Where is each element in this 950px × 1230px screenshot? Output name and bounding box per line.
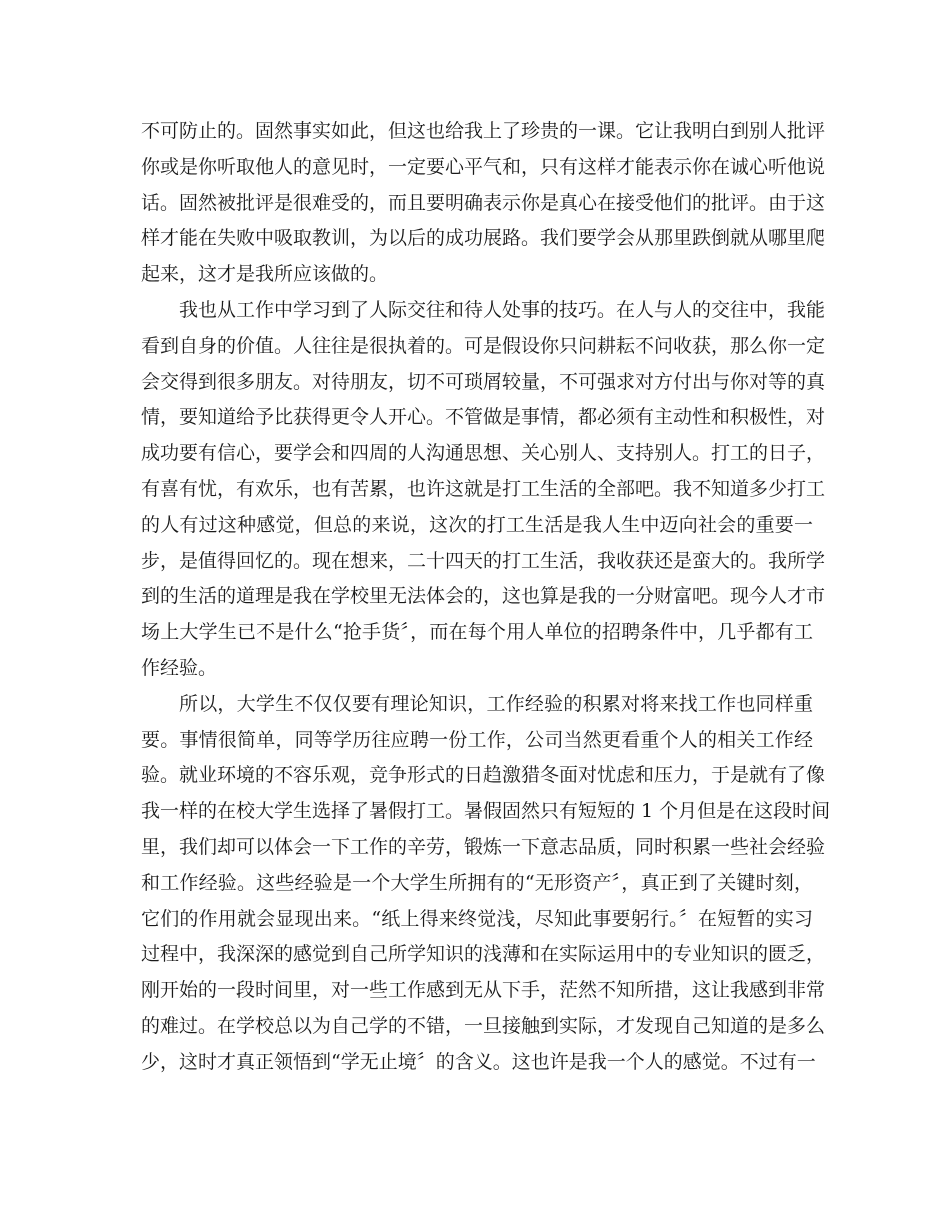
text-line: 它们的作用就会显现出来。“纸上得来终觉浅，尽知此事要躬行。〞在短暂的实习 (141, 907, 813, 930)
text-line: 所以，大学生不仅仅要有理论知识，工作经验的积累对将来找工作也同样重 (179, 692, 813, 715)
paragraph-2 (141, 293, 826, 687)
text-line: 看到自身的价值。人往往是很执着的。可是假设你只问耕耘不问收获，那么你一定 (141, 334, 826, 357)
document-body (141, 114, 831, 1081)
text-line: 你或是你听取他人的意见时，一定要心平气和，只有这样才能表示你在诚心听他说 (141, 155, 826, 178)
text-line: 过程中，我深深的感觉到自己所学知识的浅薄和在实际运用中的专业知识的匮乏， (141, 943, 826, 966)
text-line: 里，我们却可以体会一下工作的辛劳，锻炼一下意志品质，同时积累一些社会经验 (141, 835, 826, 858)
text-line: 到的生活的道理是我在学校里无法体会的，这也算是我的一分财富吧。现今人才市 (141, 585, 826, 608)
paragraph-3 (141, 687, 831, 1081)
text-line: 作经验。 (141, 656, 218, 679)
text-line: 步，是值得回忆的。现在想来，二十四天的打工生活，我收获还是蛮大的。我所学 (141, 549, 826, 572)
text-line: 起来，这才是我所应该做的。 (141, 263, 389, 286)
text-line: 样才能在失败中吸取教训，为以后的成功展路。我们要学会从那里跌倒就从哪里爬 (141, 227, 826, 250)
text-line: 和工作经验。这些经验是一个大学生所拥有的“无形资产〞，真正到了关键时刻， (141, 871, 813, 894)
text-line: 会交得到很多朋友。对待朋友，切不可琐屑较量，不可强求对方付出与你对等的真 (141, 370, 826, 393)
paragraph-1 (141, 114, 826, 293)
text-line: 验。就业环境的不容乐观，竞争形式的日趋激猎冬面对忧虑和压力，于是就有了像 (141, 764, 826, 787)
text-line: 有喜有忧，有欢乐，也有苦累，也许这就是打工生活的全部吧。我不知道多少打工 (141, 477, 826, 500)
text-line: 场上大学生已不是什么“抢手货〞，而在每个用人单位的招聘条件中，几乎都有工 (141, 621, 813, 644)
text-line: 要。事情很简单，同等学历往应聘一份工作，公司当然更看重个人的相关工作经 (141, 728, 813, 751)
text-line: 不可防止的。固然事实如此，但这也给我上了珍贵的一课。它让我明白到别人批评 (141, 120, 826, 142)
text-line: 我也从工作中学习到了人际交往和待人处事的技巧。在人与人的交往中，我能 (179, 298, 826, 321)
text-line: 的人有过这种感觉，但总的来说，这次的打工生活是我人生中迈向社会的重要一 (141, 513, 813, 536)
text-line: 成功要有信心，要学会和四周的人沟通思想、关心别人、支持别人。打工的日子， (141, 442, 826, 465)
text-line: 少，这时才真正领悟到“学无止境〞的含义。这也许是我一个人的感觉。不过有一 (141, 1050, 816, 1073)
text-line: 话。固然被批评是很难受的，而且要明确表示你是真心在接受他们的批评。由于这 (141, 191, 826, 214)
text-line: 的难过。在学校总以为自己学的不错，一旦接触到实际，才发现自己知道的是多么 (141, 1014, 826, 1037)
text-line: 我一样的在校大学生选择了暑假打工。暑假固然只有短短的 1 个月但是在这段时间 (141, 800, 831, 823)
text-line: 情，要知道给予比获得更令人开心。不管做是事情，都必须有主动性和积极性，对 (141, 406, 826, 429)
text-line: 刚开始的一段时间里，对一些工作感到无从下手，茫然不知所措，这让我感到非常 (141, 979, 826, 1002)
